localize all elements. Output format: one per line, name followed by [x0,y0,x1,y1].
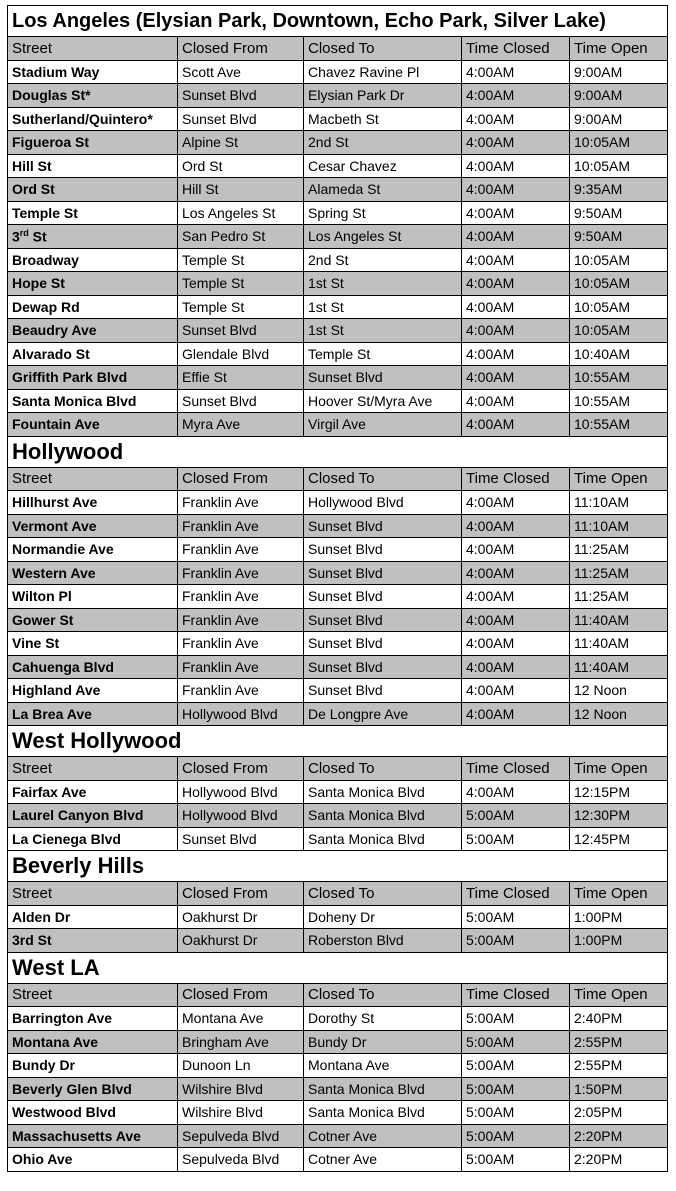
time-closed-cell: 5:00AM [462,1124,570,1148]
time-closed-cell: 4:00AM [462,413,570,437]
time-open-cell: 9:00AM [570,107,668,131]
time-closed-cell: 4:00AM [462,491,570,515]
closed-to-cell: Sunset Blvd [304,608,462,632]
time-closed-cell: 5:00AM [462,1007,570,1031]
column-header-time-closed: Time Closed [462,757,570,781]
street-cell: Montana Ave [8,1030,178,1054]
column-header-street: Street [8,37,178,61]
time-open-cell: 12:15PM [570,780,668,804]
closed-to-cell: Dorothy St [304,1007,462,1031]
closed-from-cell: Glendale Blvd [178,342,304,366]
column-header-closed-from: Closed From [178,757,304,781]
table-row [8,608,668,632]
street-closure-document [7,5,667,1172]
street-cell: Wilton Pl [8,585,178,609]
street-cell: Temple St [8,201,178,225]
closed-from-cell: Sunset Blvd [178,389,304,413]
time-closed-cell: 4:00AM [462,248,570,272]
closed-to-cell: Sunset Blvd [304,538,462,562]
column-header-closed-to: Closed To [304,467,462,491]
closed-to-cell: Sunset Blvd [304,561,462,585]
time-closed-cell: 4:00AM [462,679,570,703]
column-header-time-closed: Time Closed [462,37,570,61]
column-header-time-open: Time Open [570,467,668,491]
closed-from-cell: Franklin Ave [178,608,304,632]
time-open-cell: 10:05AM [570,248,668,272]
closed-from-cell: Hollywood Blvd [178,780,304,804]
table-row [8,514,668,538]
time-closed-cell: 5:00AM [462,905,570,929]
table-row [8,60,668,84]
time-open-cell: 10:05AM [570,272,668,296]
closed-from-cell: Sunset Blvd [178,107,304,131]
table-row [8,702,668,726]
closed-from-cell: Dunoon Ln [178,1054,304,1078]
table-row [8,1124,668,1148]
table-row [8,319,668,343]
street-cell: Hill St [8,154,178,178]
closed-to-cell: Macbeth St [304,107,462,131]
time-open-cell: 11:25AM [570,585,668,609]
table-row [8,561,668,585]
closed-from-cell: Wilshire Blvd [178,1101,304,1125]
street-cell: Griffith Park Blvd [8,366,178,390]
street-cell: Westwood Blvd [8,1101,178,1125]
closed-to-cell: 1st St [304,319,462,343]
time-closed-cell: 4:00AM [462,780,570,804]
column-header-row [8,757,668,781]
time-closed-cell: 5:00AM [462,804,570,828]
closed-to-cell: 1st St [304,295,462,319]
section-title: Los Angeles (Elysian Park, Downtown, Echo Park, Silver Lake) [8,6,668,37]
street-cell: Cahuenga Blvd [8,655,178,679]
time-open-cell: 1:00PM [570,905,668,929]
closed-to-cell: Temple St [304,342,462,366]
time-closed-cell: 4:00AM [462,201,570,225]
closed-from-cell: Oakhurst Dr [178,929,304,953]
closed-from-cell: Franklin Ave [178,585,304,609]
table-row [8,154,668,178]
closed-to-cell: Sunset Blvd [304,632,462,656]
table-row [8,342,668,366]
time-open-cell: 2:55PM [570,1054,668,1078]
closed-from-cell: Myra Ave [178,413,304,437]
column-header-closed-to: Closed To [304,37,462,61]
table-row [8,491,668,515]
closed-from-cell: Ord St [178,154,304,178]
time-closed-cell: 4:00AM [462,131,570,155]
closed-to-cell: Chavez Ravine Pl [304,60,462,84]
street-cell: Hope St [8,272,178,296]
section-title-row [8,726,668,757]
column-header-time-closed: Time Closed [462,467,570,491]
closed-to-cell: Santa Monica Blvd [304,804,462,828]
closed-from-cell: Franklin Ave [178,561,304,585]
table-row [8,632,668,656]
street-cell: Alvarado St [8,342,178,366]
column-header-row [8,882,668,906]
column-header-time-open: Time Open [570,757,668,781]
closed-to-cell: Hollywood Blvd [304,491,462,515]
table-row [8,1077,668,1101]
street-cell: Hillhurst Ave [8,491,178,515]
closed-from-cell: Franklin Ave [178,655,304,679]
section-title: West Hollywood [8,726,668,757]
closed-to-cell: Cesar Chavez [304,154,462,178]
closed-from-cell: Hollywood Blvd [178,804,304,828]
time-open-cell: 9:00AM [570,84,668,108]
time-open-cell: 11:40AM [570,655,668,679]
table-row [8,413,668,437]
time-closed-cell: 4:00AM [462,342,570,366]
time-closed-cell: 5:00AM [462,1054,570,1078]
time-open-cell: 10:55AM [570,366,668,390]
street-cell: Broadway [8,248,178,272]
time-open-cell: 11:40AM [570,608,668,632]
street-cell: Laurel Canyon Blvd [8,804,178,828]
closed-to-cell: Roberston Blvd [304,929,462,953]
column-header-closed-from: Closed From [178,983,304,1007]
time-open-cell: 1:00PM [570,929,668,953]
table-row [8,389,668,413]
closed-to-cell: 2nd St [304,131,462,155]
closed-to-cell: Santa Monica Blvd [304,827,462,851]
section-title: Beverly Hills [8,851,668,882]
time-open-cell: 10:55AM [570,389,668,413]
closed-to-cell: Sunset Blvd [304,366,462,390]
closed-from-cell: Sepulveda Blvd [178,1124,304,1148]
table-row [8,201,668,225]
time-closed-cell: 4:00AM [462,585,570,609]
closed-from-cell: Franklin Ave [178,632,304,656]
closed-to-cell: Sunset Blvd [304,679,462,703]
time-open-cell: 11:25AM [570,538,668,562]
column-header-closed-to: Closed To [304,983,462,1007]
street-cell: Fountain Ave [8,413,178,437]
time-open-cell: 12:30PM [570,804,668,828]
closed-to-cell: Santa Monica Blvd [304,1101,462,1125]
time-closed-cell: 4:00AM [462,538,570,562]
column-header-time-closed: Time Closed [462,983,570,1007]
closed-from-cell: Sunset Blvd [178,827,304,851]
closed-from-cell: Alpine St [178,131,304,155]
closed-from-cell: Franklin Ave [178,514,304,538]
table-row [8,178,668,202]
street-cell: Massachusetts Ave [8,1124,178,1148]
street-cell: Figueroa St [8,131,178,155]
street-cell: Fairfax Ave [8,780,178,804]
closed-to-cell: Santa Monica Blvd [304,780,462,804]
closed-from-cell: Scott Ave [178,60,304,84]
table-row [8,1030,668,1054]
table-row [8,585,668,609]
column-header-closed-from: Closed From [178,467,304,491]
street-cell: Barrington Ave [8,1007,178,1031]
closed-to-cell: Cotner Ave [304,1148,462,1172]
time-closed-cell: 4:00AM [462,366,570,390]
closed-from-cell: Sunset Blvd [178,319,304,343]
time-closed-cell: 4:00AM [462,389,570,413]
closed-from-cell: Franklin Ave [178,679,304,703]
table-row [8,84,668,108]
time-open-cell: 12 Noon [570,702,668,726]
street-cell: Beaudry Ave [8,319,178,343]
closed-to-cell: Montana Ave [304,1054,462,1078]
time-closed-cell: 5:00AM [462,929,570,953]
time-open-cell: 2:20PM [570,1148,668,1172]
closed-to-cell: Spring St [304,201,462,225]
time-closed-cell: 5:00AM [462,1030,570,1054]
column-header-time-open: Time Open [570,37,668,61]
time-open-cell: 12:45PM [570,827,668,851]
column-header-time-open: Time Open [570,983,668,1007]
closed-to-cell: Santa Monica Blvd [304,1077,462,1101]
section-title-row [8,436,668,467]
street-cell: Douglas St* [8,84,178,108]
table-row [8,295,668,319]
street-cell: Normandie Ave [8,538,178,562]
table-row [8,905,668,929]
table-row [8,679,668,703]
time-open-cell: 11:10AM [570,514,668,538]
time-open-cell: 10:05AM [570,295,668,319]
time-open-cell: 1:50PM [570,1077,668,1101]
closed-to-cell: Cotner Ave [304,1124,462,1148]
closed-from-cell: Sepulveda Blvd [178,1148,304,1172]
closed-from-cell: San Pedro St [178,225,304,249]
column-header-closed-from: Closed From [178,37,304,61]
closed-from-cell: Hill St [178,178,304,202]
time-closed-cell: 5:00AM [462,1101,570,1125]
time-closed-cell: 4:00AM [462,608,570,632]
closed-to-cell: Bundy Dr [304,1030,462,1054]
table-row [8,804,668,828]
time-open-cell: 10:55AM [570,413,668,437]
time-open-cell: 9:50AM [570,201,668,225]
table-row [8,107,668,131]
closed-to-cell: Sunset Blvd [304,585,462,609]
column-header-street: Street [8,757,178,781]
time-closed-cell: 4:00AM [462,319,570,343]
table-row [8,780,668,804]
street-cell: Highland Ave [8,679,178,703]
closed-from-cell: Hollywood Blvd [178,702,304,726]
street-cell: Beverly Glen Blvd [8,1077,178,1101]
time-open-cell: 2:55PM [570,1030,668,1054]
table-row [8,1148,668,1172]
time-closed-cell: 4:00AM [462,225,570,249]
street-cell: 3rd St [8,929,178,953]
street-cell: Stadium Way [8,60,178,84]
closed-to-cell: Sunset Blvd [304,514,462,538]
table-row [8,1007,668,1031]
closed-to-cell: 2nd St [304,248,462,272]
table-row [8,366,668,390]
time-closed-cell: 4:00AM [462,514,570,538]
table-body [8,6,668,1172]
time-closed-cell: 5:00AM [462,1148,570,1172]
table-row [8,538,668,562]
time-open-cell: 12 Noon [570,679,668,703]
time-open-cell: 9:50AM [570,225,668,249]
time-closed-cell: 4:00AM [462,655,570,679]
street-cell: Sutherland/Quintero* [8,107,178,131]
closed-from-cell: Bringham Ave [178,1030,304,1054]
time-open-cell: 9:00AM [570,60,668,84]
closed-to-cell: Alameda St [304,178,462,202]
section-title-row [8,851,668,882]
table-row [8,827,668,851]
column-header-closed-to: Closed To [304,882,462,906]
section-title-row [8,952,668,983]
street-cell: La Cienega Blvd [8,827,178,851]
closed-from-cell: Effie St [178,366,304,390]
time-open-cell: 2:40PM [570,1007,668,1031]
column-header-street: Street [8,467,178,491]
column-header-row [8,37,668,61]
closed-to-cell: Doheny Dr [304,905,462,929]
table-row [8,1101,668,1125]
column-header-closed-from: Closed From [178,882,304,906]
time-open-cell: 2:05PM [570,1101,668,1125]
closed-from-cell: Temple St [178,295,304,319]
time-closed-cell: 4:00AM [462,295,570,319]
section-title-row [8,6,668,37]
time-closed-cell: 4:00AM [462,272,570,296]
closed-from-cell: Franklin Ave [178,538,304,562]
table-row [8,655,668,679]
time-open-cell: 2:20PM [570,1124,668,1148]
closed-to-cell: Los Angeles St [304,225,462,249]
time-open-cell: 11:40AM [570,632,668,656]
time-closed-cell: 4:00AM [462,561,570,585]
closed-from-cell: Franklin Ave [178,491,304,515]
street-cell: Alden Dr [8,905,178,929]
closed-to-cell: De Longpre Ave [304,702,462,726]
column-header-closed-to: Closed To [304,757,462,781]
column-header-row [8,467,668,491]
time-closed-cell: 4:00AM [462,702,570,726]
closed-from-cell: Montana Ave [178,1007,304,1031]
closed-to-cell: Sunset Blvd [304,655,462,679]
column-header-time-open: Time Open [570,882,668,906]
street-cell: Gower St [8,608,178,632]
closed-to-cell: Virgil Ave [304,413,462,437]
column-header-street: Street [8,882,178,906]
time-closed-cell: 5:00AM [462,1077,570,1101]
street-cell: Ord St [8,178,178,202]
time-closed-cell: 4:00AM [462,632,570,656]
street-cell: Western Ave [8,561,178,585]
street-cell: 3rd St [8,225,178,249]
time-open-cell: 10:05AM [570,319,668,343]
closed-from-cell: Temple St [178,248,304,272]
time-open-cell: 10:40AM [570,342,668,366]
time-closed-cell: 4:00AM [462,178,570,202]
table-row [8,272,668,296]
closed-from-cell: Sunset Blvd [178,84,304,108]
time-closed-cell: 4:00AM [462,84,570,108]
street-cell: Bundy Dr [8,1054,178,1078]
closed-from-cell: Los Angeles St [178,201,304,225]
column-header-time-closed: Time Closed [462,882,570,906]
time-open-cell: 11:25AM [570,561,668,585]
closed-from-cell: Wilshire Blvd [178,1077,304,1101]
street-cell: Dewap Rd [8,295,178,319]
closed-to-cell: Hoover St/Myra Ave [304,389,462,413]
closed-from-cell: Temple St [178,272,304,296]
table-row [8,225,668,249]
time-closed-cell: 4:00AM [462,154,570,178]
street-closure-table [7,5,668,1172]
street-cell: Ohio Ave [8,1148,178,1172]
closed-to-cell: Elysian Park Dr [304,84,462,108]
time-closed-cell: 5:00AM [462,827,570,851]
time-open-cell: 9:35AM [570,178,668,202]
table-row [8,929,668,953]
column-header-row [8,983,668,1007]
time-open-cell: 11:10AM [570,491,668,515]
time-open-cell: 10:05AM [570,131,668,155]
time-closed-cell: 4:00AM [462,107,570,131]
time-closed-cell: 4:00AM [462,60,570,84]
column-header-street: Street [8,983,178,1007]
street-cell: La Brea Ave [8,702,178,726]
table-row [8,131,668,155]
section-title: West LA [8,952,668,983]
closed-to-cell: 1st St [304,272,462,296]
street-cell: Santa Monica Blvd [8,389,178,413]
street-cell: Vine St [8,632,178,656]
section-title: Hollywood [8,436,668,467]
closed-from-cell: Oakhurst Dr [178,905,304,929]
table-row [8,1054,668,1078]
time-open-cell: 10:05AM [570,154,668,178]
street-cell: Vermont Ave [8,514,178,538]
table-row [8,248,668,272]
